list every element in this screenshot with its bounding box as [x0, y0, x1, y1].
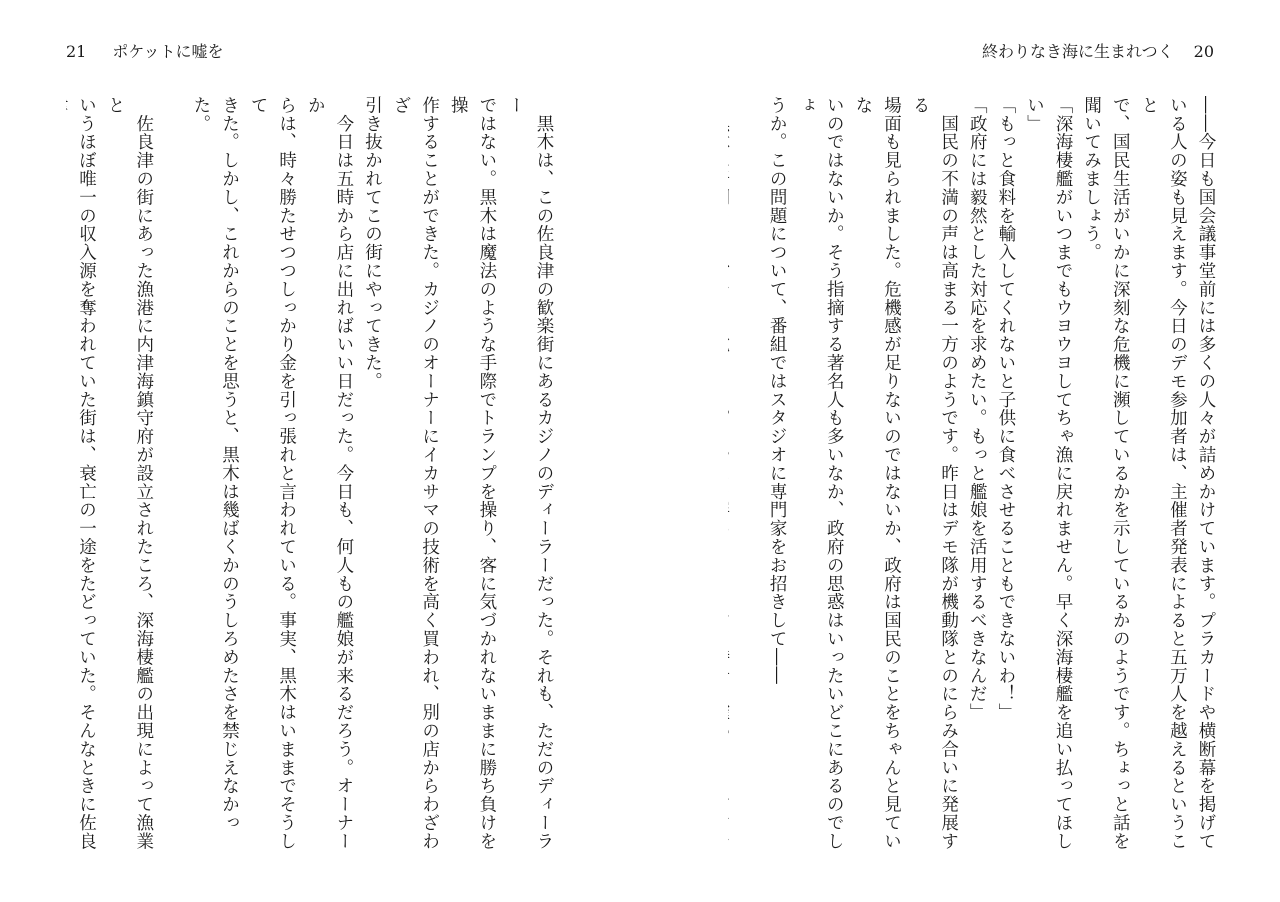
- text-line: 場面も見られました。危機感が足りないのではないか、政府は国民のことをちゃんと見ていな: [852, 96, 902, 851]
- text-line: 国民の不満の声は高まる一方のようです。昨日はデモ隊が機動隊とのにらみ合いに発展する: [910, 96, 959, 851]
- text-line: 「政府には毅然とした対応を求めたい。もっと艦娘を活用するべきなんだ」: [967, 96, 988, 722]
- text-line: 黒木は、この佐良津の歓楽街にあるカジノのディーラーだった。それも、ただのディーラー: [505, 96, 554, 851]
- text-line: いる人の姿も見えます。今日のデモ参加者は、主催者発表によると五万人を越えるということ: [1138, 96, 1188, 851]
- left-page-header: [66, 40, 224, 64]
- text-line: 聞いてみましょう。: [1081, 96, 1102, 262]
- right-page-body: [728, 96, 1220, 856]
- left-page-number: 21: [66, 42, 87, 61]
- text-line: [728, 96, 734, 856]
- right-chapter-title: 終わりなき海に生まれつく: [981, 42, 1174, 61]
- right-page-number: 20: [1193, 42, 1214, 61]
- text-line: で、国民生活がいかに深刻な危機に瀕しているかを示しているかのようです。ちょっと話を: [1110, 96, 1131, 851]
- text-line: 「深海棲艦がいつまでもウヨウヨしてちゃ漁に戻れません。早く深海棲艦を追い払ってほしい」: [1024, 96, 1074, 851]
- text-line: 佐良津の街にあった漁港に内津海鎮守府が設立されたころ、深海棲艦の出現によって漁業と: [105, 96, 154, 851]
- text-line: いうほぼ唯一の収入源を奪われていた街は、衰亡の一途をたどっていた。そんなときに佐良: [76, 96, 97, 851]
- text-line: 引き抜かれてこの街にやってきた。: [362, 96, 383, 391]
- right-page-header: [982, 40, 1214, 64]
- text-line: きた。しかし、これからのことを思うと、黒木は幾ばくかのうしろめたさを禁じえなかった。: [190, 96, 240, 832]
- text-line: ではない。黒木は魔法のような手際でトランプを操り、客に気づかれないままに勝ち負けを操: [448, 96, 497, 851]
- text-line: うか。この問題について、番組ではスタジオに専門家をお招きして――: [767, 96, 788, 685]
- text-line: 今日は五時から店に出ればいい日だった。今日も、何人もの艦娘が来るだろう。オーナーか: [305, 96, 354, 851]
- text-line: 作することができた。カジノのオーナーにイカサマの技術を高く買われ、別の店からわざわざ: [391, 96, 440, 851]
- text-line: ――今日も国会議事堂前には多くの人々が詰めかけています。プラカードや横断幕を掲げて: [1196, 96, 1216, 851]
- left-chapter-title: ポケットに嘘を: [112, 42, 224, 61]
- blank-line: [734, 96, 763, 856]
- text-line: らは、時々勝たせつつしっかり金を引っ張れと言われている。事実、黒木はいままでそうして: [248, 96, 297, 851]
- text-line: 「もっと食料を輸入してくれないと子供に食べさせることもできないわ！」: [995, 96, 1016, 722]
- left-page-body: [66, 96, 558, 856]
- blank-line: [158, 96, 187, 856]
- text-line: いのではないか。そう指摘する著名人も多いなか、政府の思惑はいったいどこにあるのでしょ: [795, 96, 845, 851]
